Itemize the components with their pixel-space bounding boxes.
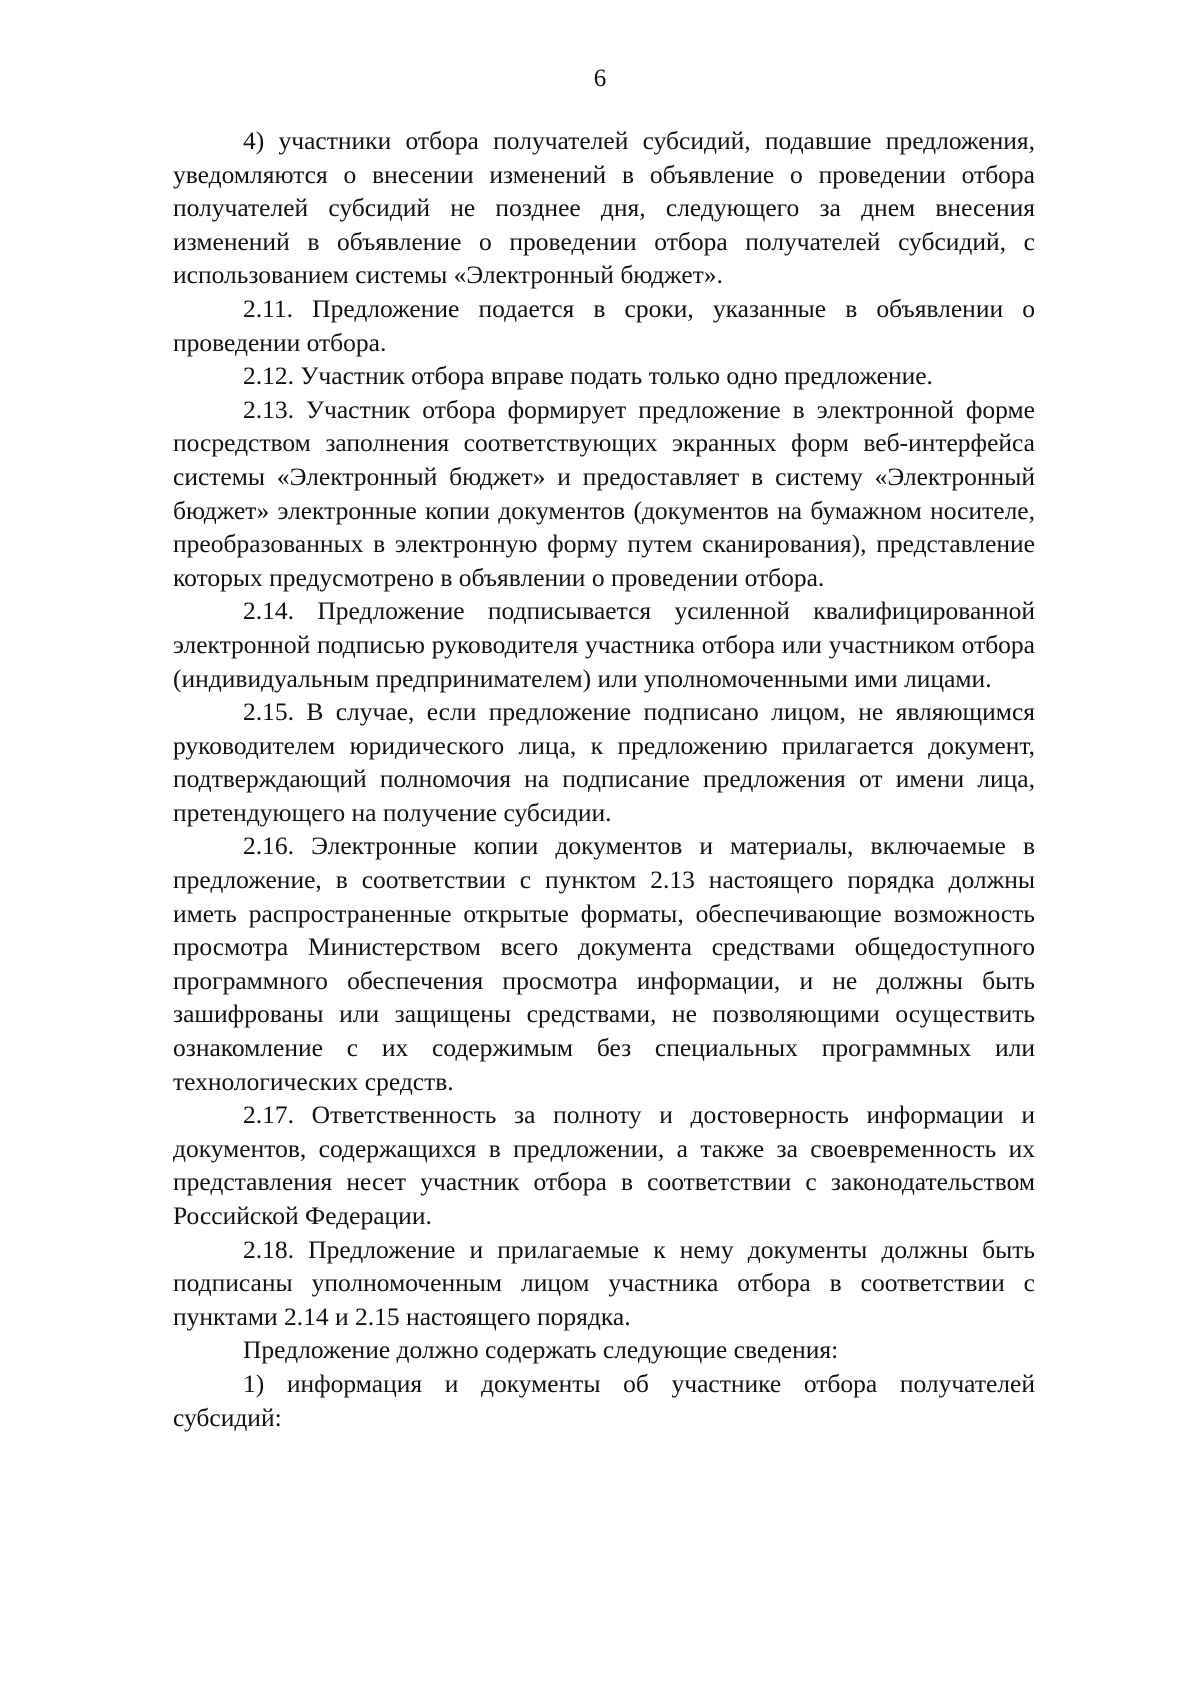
paragraph-2-17: 2.17. Ответственность за полноту и достоверность информации и документов, содержащихся в предложении, а также за своевременность их представления несет участник отбора в соответствии с законодательством Российской Федерации. — [173, 1100, 1035, 1230]
paragraph-participant-info: 1) информация и документы об участнике отбора получателей субсидий: — [173, 1368, 1035, 1432]
paragraph-2-18: 2.18. Предложение и прилагаемые к нему документы должны быть подписаны уполномоченным лицом участника отбора в соответствии с пунктами 2.14 и 2.15 настоящего порядка. — [173, 1234, 1035, 1331]
paragraph-2-12: 2.12. Участник отбора вправе подать только одно предложение. — [243, 361, 933, 391]
paragraph-2-14: 2.14. Предложение подписывается усиленной квалифицированной электронной подписью руководителя участника отбора или участником отбора (индивидуальным предпринимателем) или уполномоченными ими лицами. — [173, 596, 1035, 693]
paragraph-proposal-contents: Предложение должно содержать следующие сведения: — [243, 1335, 839, 1365]
paragraph-2-11: 2.11. Предложение подается в сроки, указанные в объявлении о проведении отбора. — [173, 293, 1035, 357]
paragraph-item-4: 4) участники отбора получателей субсидий, подавшие предложения, уведомляются о внесении изменений в объявление о проведении отбора получателей субсидий не позднее дня, следующего за днем внесения изменений в объявление о проведении отбора получателей субсидий, с использованием системы «Электронный бюджет». — [173, 126, 1035, 290]
paragraph-2-13: 2.13. Участник отбора формирует предложение в электронной форме посредством заполнения соответствующих экранных форм веб-интерфейса системы «Электронный бюджет» и предоставляет в систему «Электронный бюджет» электронные копии документов (документов на бумажном носителе, преобразованных в электронную форму путем сканирования), представление которых предусмотрено в объявлении о проведении отбора. — [173, 394, 1035, 592]
page-number: 6 — [593, 65, 607, 92]
paragraph-2-15: 2.15. В случае, если предложение подписано лицом, не являющимся руководителем юридического лица, к предложению прилагается документ, подтверждающий полномочия на подписание предложения от имени лица, претендующего на получение субсидии. — [173, 697, 1035, 827]
document-body — [173, 124, 1035, 1434]
paragraph-2-16: 2.16. Электронные копии документов и материалы, включаемые в предложение, в соответствии с пунктом 2.13 настоящего порядка должны иметь распространенные открытые форматы, обеспечивающие возможность просмотра Министерством всего документа средствами общедоступного программного обеспечения просмотра информации, и не должны быть зашифрованы или защищены средствами, не позволяющими осуществить ознакомление с их содержимым без специальных программных или технологических средств. — [173, 831, 1035, 1096]
